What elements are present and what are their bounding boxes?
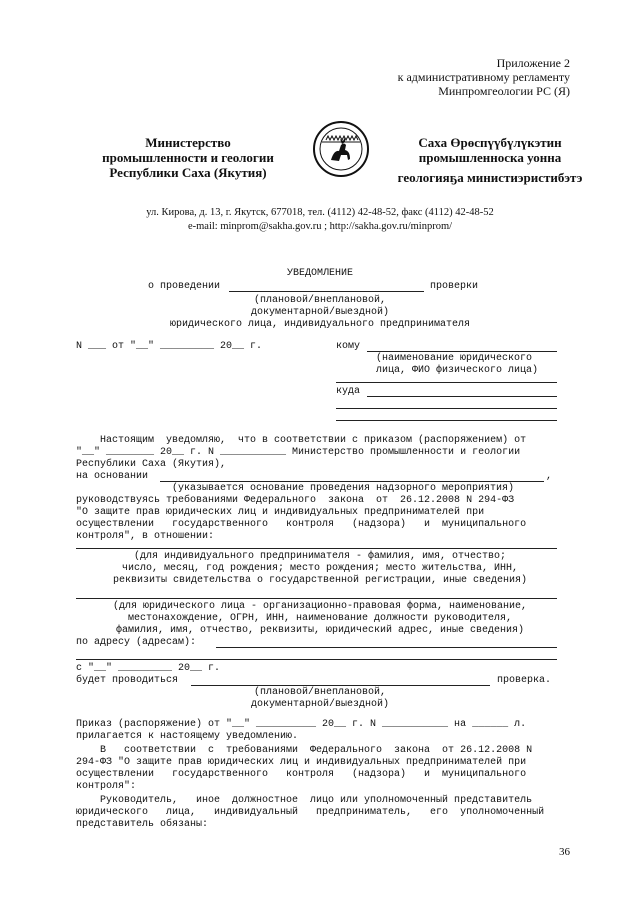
body-line: осуществлении государственного контроля (надзора) и муниципального xyxy=(76,519,527,530)
check-label: проверка. xyxy=(497,675,552,686)
appendix-note xyxy=(398,56,570,98)
hint: фамилия, имя, отчество, реквизиты, юридический адрес, иные сведения) xyxy=(115,625,525,636)
body-line: "О защите прав юридических лиц и индивидуальных предпринимателей при xyxy=(76,507,485,518)
body-line: юридического лица, индивидуальный предприниматель, его уполномоченный xyxy=(76,807,545,818)
body-line: прилагается к настоящему уведомлению. xyxy=(76,731,299,742)
hint: (для индивидуального предпринимателя - фамилия, имя, отчество; xyxy=(133,551,507,562)
body-line: осуществлении государственного контроля (надзора) и муниципального xyxy=(76,769,527,780)
body-line: "__" ________ 20__ г. N ___________ Министерство промышленности и геологии xyxy=(76,447,521,458)
start-date-line[interactable]: с "__" _________ 20__ г. xyxy=(76,663,221,674)
header-line: промышленноска уонна xyxy=(418,150,562,165)
address-field-extra[interactable] xyxy=(336,420,557,421)
addressee-field-extra[interactable] xyxy=(336,382,557,383)
subject-line: юридического лица, индивидуального предпринимателя xyxy=(169,319,471,330)
address-block xyxy=(0,206,640,234)
where-label: куда xyxy=(336,386,361,397)
will-be-label: будет проводиться xyxy=(76,675,179,686)
hint: (для юридического лица - организационно-правовая форма, наименование, xyxy=(112,601,528,612)
hint: реквизиты свидетельства о государственной регистрации, иные сведения) xyxy=(112,575,528,586)
body-line: В соответствии с требованиями Федерального закона от 26.12.2008 N xyxy=(76,745,533,756)
appendix-line: Приложение 2 xyxy=(496,56,570,70)
document-number-line[interactable]: N ___ от "__" _________ 20__ г. xyxy=(76,341,263,352)
addressee-field[interactable] xyxy=(367,351,557,352)
hint: документарной/выездной) xyxy=(250,307,390,318)
inspection-address-field-extra[interactable] xyxy=(76,659,557,660)
hint: (указывается основание проведения надзорного мероприятия) xyxy=(172,483,515,494)
hint: документарной/выездной) xyxy=(250,699,390,710)
hint: (плановой/внеплановой, xyxy=(253,687,387,698)
entrepreneur-field[interactable] xyxy=(76,548,557,549)
page-number: 36 xyxy=(559,846,570,858)
order-line[interactable]: Приказ (распоряжение) от "__" __________ 20__ г. N ___________ на ______ л. xyxy=(76,719,527,730)
appendix-line: к административному регламенту xyxy=(397,70,570,84)
body-line: 294-ФЗ "О защите прав юридических лиц и индивидуальных предпринимателей при xyxy=(76,757,527,768)
body-line: Республики Саха (Якутия), xyxy=(76,459,227,470)
comma: , xyxy=(546,471,553,482)
legal-entity-field[interactable] xyxy=(76,598,557,599)
header-line: Республики Саха (Якутия) xyxy=(109,165,267,180)
hint: (наименование юридического xyxy=(376,353,533,364)
hint: лица, ФИО физического лица) xyxy=(376,365,539,376)
body-line: контроля", в отношении: xyxy=(76,531,215,542)
hint: местонахождение, ОГРН, ИНН, наименование должности руководителя, xyxy=(127,613,513,624)
basis-field[interactable] xyxy=(160,481,544,482)
ministry-name-russian xyxy=(78,135,298,180)
check-kind-field[interactable] xyxy=(191,685,490,686)
address-field-extra[interactable] xyxy=(336,408,557,409)
contacts-line: e-mail: minprom@sakha.gov.ru ; http://sakha.gov.ru/minprom/ xyxy=(187,221,453,232)
by-address-label: по адресу (адресам): xyxy=(76,637,197,648)
ministry-name-yakut xyxy=(380,135,600,185)
appendix-line: Минпромгеологии РС (Я) xyxy=(438,84,570,98)
form-title: УВЕДОМЛЕНИЕ xyxy=(286,268,353,279)
body-line: Руководитель, иное должностное лицо или уполномоченный представитель xyxy=(76,795,533,806)
about-prefix: о проведении xyxy=(148,281,221,292)
check-type-field[interactable] xyxy=(229,291,424,292)
body-line: руководствуясь требованиями Федерального закона от 26.12.2008 N 294-ФЗ xyxy=(76,495,515,506)
body-line: Настоящим уведомляю, что в соответствии с приказом (распоряжением) от xyxy=(76,435,527,446)
about-suffix: проверки xyxy=(430,281,479,292)
body-line: контроля": xyxy=(76,781,137,792)
body-line: представитель обязаны: xyxy=(76,819,209,830)
hint: (плановой/внеплановой, xyxy=(253,295,387,306)
to-label: кому xyxy=(336,341,361,352)
address-field[interactable] xyxy=(367,396,557,397)
inspection-address-field[interactable] xyxy=(216,647,557,648)
header-line: Министерство xyxy=(145,135,231,150)
basis-label: на основании xyxy=(76,471,149,482)
hint: число, месяц, год рождения; место рождения; место жительства, ИНН, xyxy=(121,563,519,574)
address-line: ул. Кирова, д. 13, г. Якутск, 677018, тел. (4112) 42-48-52, факс (4112) 42-48-52 xyxy=(146,207,494,218)
header-line: промышленности и геологии xyxy=(102,150,274,165)
emblem-icon xyxy=(312,120,370,178)
header-line: геологияҕа министиэристибэтэ xyxy=(397,170,583,185)
header-line: Саха Өрөспүүбүлүкэтин xyxy=(418,135,562,150)
